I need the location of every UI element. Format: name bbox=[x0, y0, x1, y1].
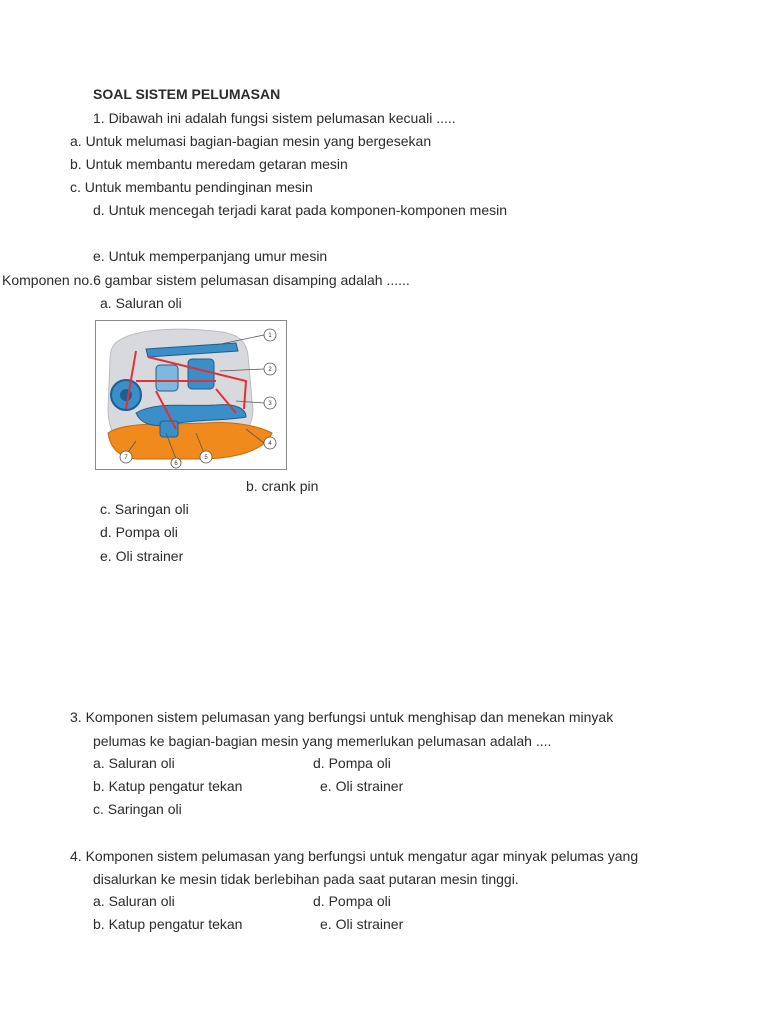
figure-label-4: 4 bbox=[268, 441, 272, 447]
q4-option-d: d. Pompa oli bbox=[313, 893, 391, 909]
q4-question-line2: disalurkan ke mesin tidak berlebihan pada saat putaran mesin tinggi. bbox=[93, 871, 519, 887]
figure-label-7: 7 bbox=[124, 455, 128, 461]
q1-option-e: e. Untuk memperpanjang umur mesin bbox=[93, 248, 328, 264]
q2-option-b: b. crank pin bbox=[246, 478, 319, 494]
q4-option-a: a. Saluran oli bbox=[93, 893, 175, 909]
q1-option-d: d. Untuk mencegah terjadi karat pada komponen-komponen mesin bbox=[93, 202, 508, 218]
page-title: SOAL SISTEM PELUMASAN bbox=[93, 86, 281, 102]
figure-label-6: 6 bbox=[174, 461, 178, 467]
figure-label-3: 3 bbox=[268, 401, 272, 407]
q2-option-c: c. Saringan oli bbox=[100, 501, 189, 517]
q3-option-d: d. Pompa oli bbox=[313, 755, 391, 771]
q3-option-a: a. Saluran oli bbox=[93, 755, 175, 771]
figure-label-2: 2 bbox=[268, 367, 272, 373]
q1-question: 1. Dibawah ini adalah fungsi sistem pelumasan kecuali ..... bbox=[93, 110, 456, 126]
q2-question: Komponen no.6 gambar sistem pelumasan disamping adalah ...... bbox=[2, 272, 410, 288]
q2-option-e: e. Oli strainer bbox=[100, 548, 184, 564]
q4-option-b: b. Katup pengatur tekan bbox=[93, 916, 243, 932]
q3-question-line2: pelumas ke bagian-bagian mesin yang memerlukan pelumasan adalah .... bbox=[93, 733, 552, 749]
figure-label-5: 5 bbox=[204, 455, 208, 461]
lubrication-system-figure bbox=[95, 320, 287, 470]
figure-label-1: 1 bbox=[268, 333, 272, 339]
q1-option-c: c. Untuk membantu pendinginan mesin bbox=[70, 179, 313, 195]
q3-option-c: c. Saringan oli bbox=[93, 801, 182, 817]
q1-option-b: b. Untuk membantu meredam getaran mesin bbox=[70, 156, 348, 172]
q2-option-d: d. Pompa oli bbox=[100, 524, 178, 540]
q3-option-e: e. Oli strainer bbox=[320, 778, 404, 794]
q1-option-a: a. Untuk melumasi bagian-bagian mesin yang bergesekan bbox=[70, 133, 432, 149]
q4-question-line1: 4. Komponen sistem pelumasan yang berfungsi untuk mengatur agar minyak pelumas yang bbox=[70, 848, 639, 864]
q2-option-a: a. Saluran oli bbox=[100, 295, 182, 311]
q4-option-e: e. Oli strainer bbox=[320, 916, 404, 932]
q3-question-line1: 3. Komponen sistem pelumasan yang berfungsi untuk menghisap dan menekan minyak bbox=[70, 709, 614, 725]
q3-option-b: b. Katup pengatur tekan bbox=[93, 778, 243, 794]
